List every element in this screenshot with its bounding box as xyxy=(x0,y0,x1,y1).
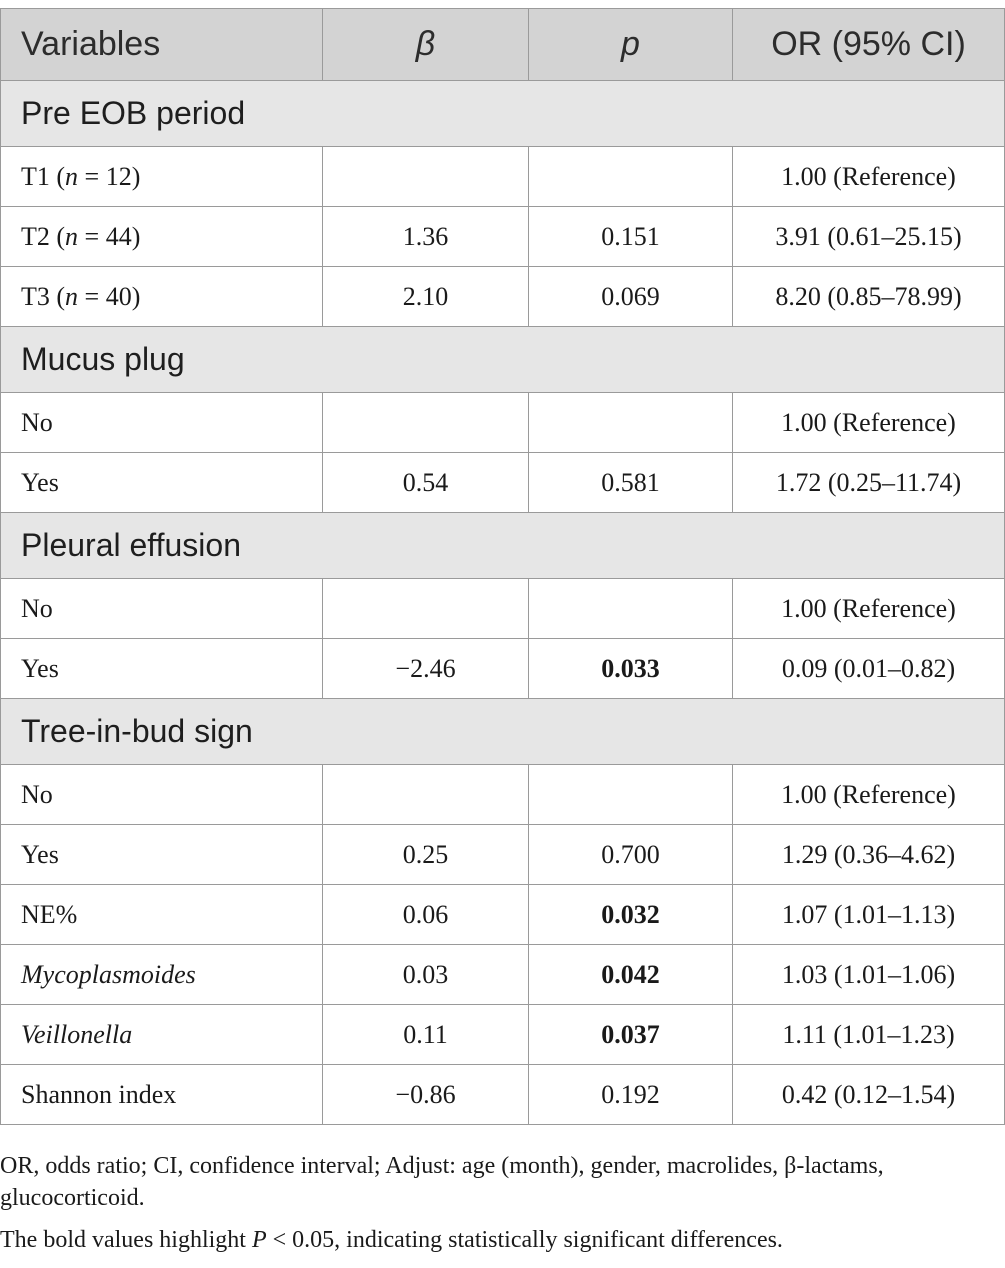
beta-cell xyxy=(323,147,529,207)
table-row xyxy=(1,453,1005,513)
beta-cell xyxy=(323,579,529,639)
row-label: T2 (n = 44) xyxy=(1,207,323,267)
section-pleural-effusion: Pleural effusion xyxy=(1,513,1005,579)
p-cell: 0.192 xyxy=(529,1065,733,1125)
section-tree-in-bud: Tree-in-bud sign xyxy=(1,699,1005,765)
table-row xyxy=(1,945,1005,1005)
or-cell: 1.72 (0.25–11.74) xyxy=(733,453,1005,513)
beta-cell: −0.86 xyxy=(323,1065,529,1125)
p-cell-significant: 0.042 xyxy=(529,945,733,1005)
row-label: Veillonella xyxy=(1,1005,323,1065)
table-row xyxy=(1,825,1005,885)
table-row xyxy=(1,765,1005,825)
p-cell-significant: 0.033 xyxy=(529,639,733,699)
or-cell: 1.11 (1.01–1.23) xyxy=(733,1005,1005,1065)
row-label: No xyxy=(1,579,323,639)
table-row xyxy=(1,579,1005,639)
beta-cell: −2.46 xyxy=(323,639,529,699)
p-cell: 0.581 xyxy=(529,453,733,513)
footnote-significance: The bold values highlight P < 0.05, indicating statistically significant differences. xyxy=(0,1227,783,1253)
or-cell: 8.20 (0.85–78.99) xyxy=(733,267,1005,327)
beta-cell: 0.06 xyxy=(323,885,529,945)
row-label: Yes xyxy=(1,825,323,885)
header-beta: β xyxy=(323,9,529,81)
header-p: p xyxy=(529,9,733,81)
row-label: No xyxy=(1,393,323,453)
row-label: T1 (n = 12) xyxy=(1,147,323,207)
section-mucus-plug: Mucus plug xyxy=(1,327,1005,393)
row-label: NE% xyxy=(1,885,323,945)
beta-cell: 2.10 xyxy=(323,267,529,327)
table-row xyxy=(1,1005,1005,1065)
p-cell-significant: 0.032 xyxy=(529,885,733,945)
p-cell xyxy=(529,579,733,639)
beta-cell xyxy=(323,393,529,453)
section-pre-eob: Pre EOB period xyxy=(1,81,1005,147)
p-cell xyxy=(529,765,733,825)
table-row xyxy=(1,1065,1005,1125)
or-cell: 0.09 (0.01–0.82) xyxy=(733,639,1005,699)
beta-cell: 0.25 xyxy=(323,825,529,885)
or-cell: 1.07 (1.01–1.13) xyxy=(733,885,1005,945)
header-row xyxy=(1,9,1005,81)
table-row xyxy=(1,207,1005,267)
beta-cell: 0.11 xyxy=(323,1005,529,1065)
table-row xyxy=(1,147,1005,207)
table-row xyxy=(1,267,1005,327)
or-cell: 1.03 (1.01–1.06) xyxy=(733,945,1005,1005)
section-row xyxy=(1,327,1005,393)
or-cell: 3.91 (0.61–25.15) xyxy=(733,207,1005,267)
row-label: Yes xyxy=(1,453,323,513)
or-cell: 1.00 (Reference) xyxy=(733,147,1005,207)
table-row xyxy=(1,885,1005,945)
p-cell xyxy=(529,147,733,207)
row-label: T3 (n = 40) xyxy=(1,267,323,327)
or-cell: 1.00 (Reference) xyxy=(733,579,1005,639)
p-cell: 0.700 xyxy=(529,825,733,885)
header-or: OR (95% CI) xyxy=(733,9,1005,81)
table-row xyxy=(1,393,1005,453)
p-cell-significant: 0.037 xyxy=(529,1005,733,1065)
or-cell: 1.00 (Reference) xyxy=(733,765,1005,825)
beta-cell: 0.54 xyxy=(323,453,529,513)
row-label: Yes xyxy=(1,639,323,699)
results-table xyxy=(0,8,1005,1125)
p-cell xyxy=(529,393,733,453)
section-row xyxy=(1,699,1005,765)
or-cell: 1.00 (Reference) xyxy=(733,393,1005,453)
row-label: No xyxy=(1,765,323,825)
p-cell: 0.069 xyxy=(529,267,733,327)
row-label: Mycoplasmoides xyxy=(1,945,323,1005)
beta-cell: 1.36 xyxy=(323,207,529,267)
row-label: Shannon index xyxy=(1,1065,323,1125)
section-row xyxy=(1,81,1005,147)
footnote-abbreviations: OR, odds ratio; CI, confidence interval; Adjust: age (month), gender, macrolides, β-lactams, glucocorticoid. xyxy=(0,1153,884,1211)
header-variables: Variables xyxy=(1,9,323,81)
section-row xyxy=(1,513,1005,579)
beta-cell: 0.03 xyxy=(323,945,529,1005)
or-cell: 0.42 (0.12–1.54) xyxy=(733,1065,1005,1125)
table-row xyxy=(1,639,1005,699)
beta-cell xyxy=(323,765,529,825)
or-cell: 1.29 (0.36–4.62) xyxy=(733,825,1005,885)
p-cell: 0.151 xyxy=(529,207,733,267)
